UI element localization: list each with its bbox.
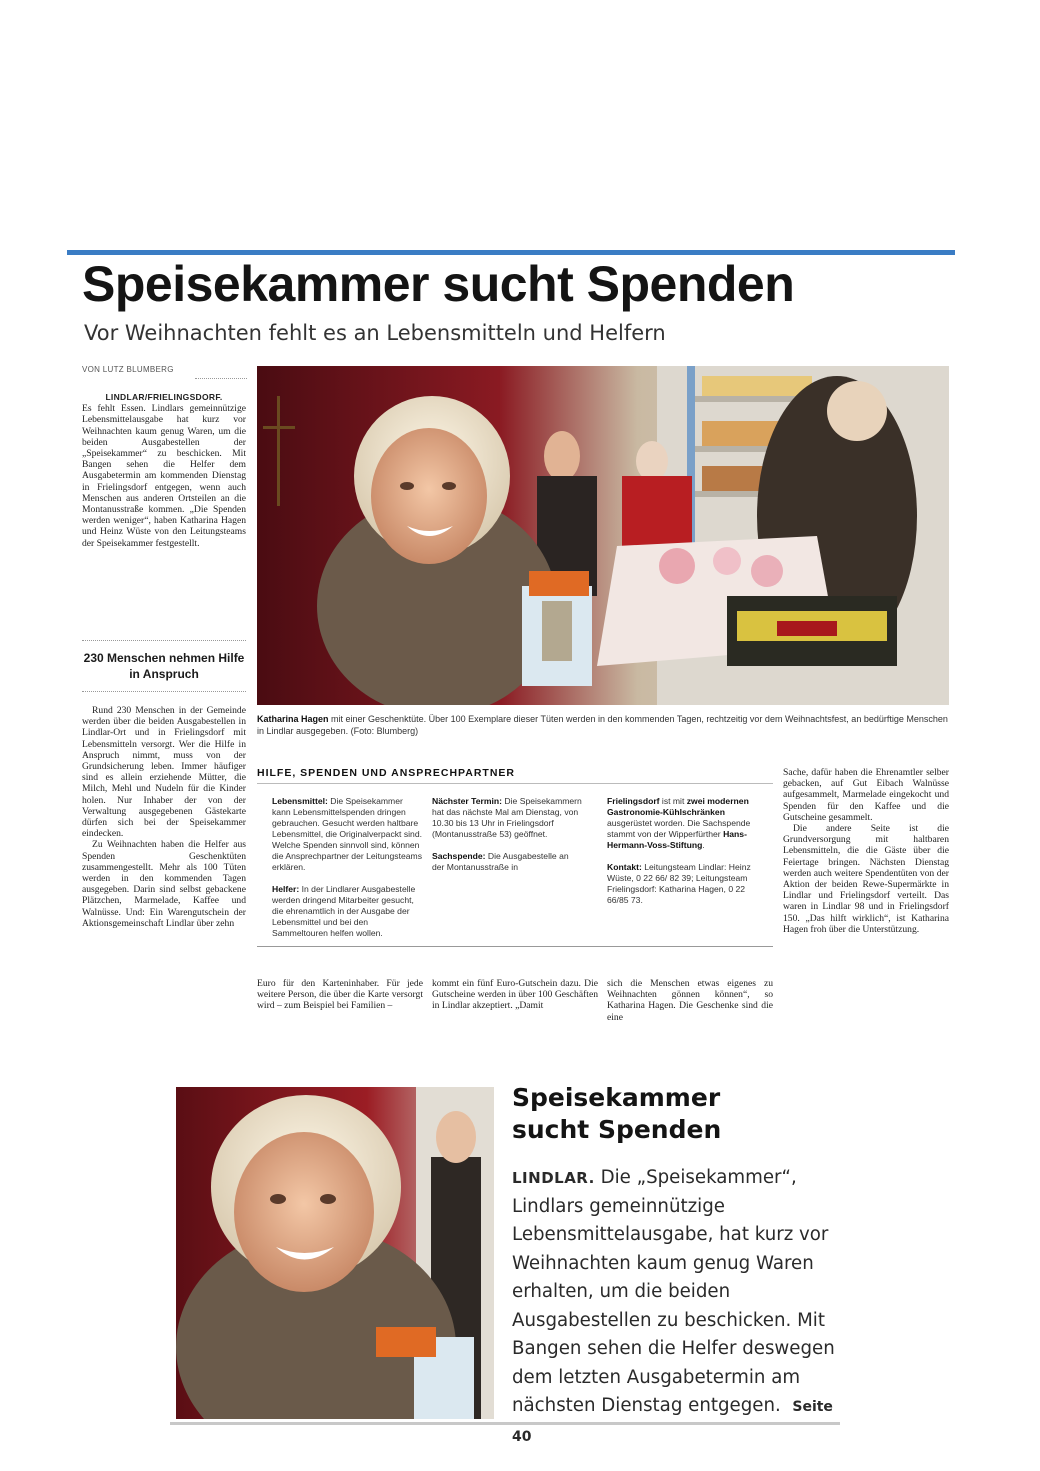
infobox-bold: Frielingsdorf (607, 796, 660, 806)
infobox-label: Sachspende: (432, 851, 486, 861)
body-paragraph: Sache, dafür haben die Ehrenamtler selber gebacken, auf Gut Eibach Walnüsse aufgesammelt, Marmelade eingekocht und Spenden für den Kaffee und die Gutscheine gesammelt. (783, 767, 949, 823)
body-paragraph: Rund 230 Menschen in der Gemeinde werden über die beiden Ausgabestellen in Lindlar-Ort und in Frielingsdorf mit Lebensmitteln versorgt. Wer die Hilfe in Anspruch nimmt, muss von der Grundsicherung leben. Immer häufiger sind es allein erziehende Mütter, die Milch, Mehl und Nudeln für die Kinder holen. Nur Inhaber der von der Verwaltung ausgegebenen Gästekarte dürfen sich bei der Speisekammer eindecken. (82, 705, 246, 840)
byline: VON LUTZ BLUMBERG (82, 365, 174, 374)
infobox-text: Die Ausgabestelle an der Montanusstraße in (432, 851, 569, 872)
infobox-label: Kontakt: (607, 862, 642, 872)
infobox-text: Die Speisekammern hat das nächste Mal am Dienstag, von 10.30 bis 13 Uhr in Frielingsdorf (Montanusstraße 53) geöffnet. (432, 796, 582, 839)
infobox-column-3 (607, 796, 767, 906)
teaser-title-line: sucht Spenden (512, 1115, 722, 1144)
infobox-label: Nächster Termin: (432, 796, 503, 806)
main-photo (257, 366, 949, 705)
body-paragraph: sich die Menschen etwas eigenes zu Weihnachten gönnen können“, so Katharina Hagen. Die Geschenke sind die eine (607, 978, 773, 1023)
body-paragraph: Die andere Seite ist die Grundversorgung mit haltbaren Lebensmitteln, die die Gäste über die Feiertage bringen. Nächsten Dienstag werden auch weitere Spendentüten von der Aktion der beiden Rewe-Supermärkte in Lindlar und Frielingsdorf verteilt. Das waren in Lindlar 98 und in Frielingsdorf 150. „Das hilft wirklich“, ist Katharina Hagen froh über die Unterstützung. (783, 823, 949, 935)
teaser-dateline: LINDLAR. (512, 1169, 595, 1187)
body-column-1 (82, 705, 246, 929)
teaser-body (512, 1164, 842, 1451)
section-subhead: 230 Menschen nehmen Hilfe in Anspruch (83, 651, 245, 681)
infobox-text: ist mit (659, 796, 687, 806)
body-column-2 (257, 978, 423, 1012)
article-headline: Speisekammer sucht Spenden (82, 256, 795, 312)
infobox-label: Lebensmittel: (272, 796, 328, 806)
body-paragraph: kommt ein fünf Euro-Gutschein dazu. Die Gutscheine werden in über 100 Geschäften in Lindlar akzeptiert. „Damit (432, 978, 598, 1012)
infobox-text: Die Speisekammer kann Lebensmittelspenden dringen gebrauchen. Gesucht werden haltbare Lebensmittel, die Originalverpackt sind. Welche Spenden sinnvoll sind, können die Ansprechpartner der Leitungsteams erklären. (272, 796, 423, 872)
infobox-bold: zwei modernen Gastronomie-Kühlschränken (607, 796, 749, 817)
teaser-title (512, 1082, 721, 1146)
infobox-column-1 (272, 796, 422, 939)
teaser-text: Die „Speisekammer“, Lindlars gemeinnützige Lebensmittelausgabe, hat kurz vor Weihnachten kaum genug Waren erhalten, um die beiden Ausgabestellen zu beschicken. Mit Bangen sehen die Helfer deswegen dem letzten Ausgabetermin am nächsten Dienstag entgegen. (512, 1167, 835, 1416)
photo-caption (257, 714, 949, 737)
body-column-5 (783, 767, 949, 935)
section-divider (82, 640, 246, 641)
infobox-text: ausgerüstet worden. Die Sachspende stammt von der Wipperfürther (607, 818, 751, 839)
infobox-text: In der Lindlarer Ausgabestelle werden dringend Mitarbeiter gesucht, die ehrenamtlich in der Ausgabe der Lebensmittel und bei den Sammeltouren helfen wollen. (272, 884, 416, 938)
caption-name: Katharina Hagen (257, 714, 329, 724)
caption-text: mit einer Geschenktüte. Über 100 Exemplare dieser Tüten werden in den kommenden Tagen, rechtzeitig vor dem Weihnachtsfest, an bedürftige Menschen in Lindlar ausgegeben. (Foto: Blumberg) (257, 714, 948, 736)
byline-dotted-rule (195, 378, 247, 379)
infobox-title: HILFE, SPENDEN UND ANSPRECHPARTNER (257, 767, 773, 784)
infobox-column-2 (432, 796, 582, 873)
body-column-4 (607, 978, 773, 1023)
infobox-bottom-rule (257, 946, 773, 947)
lead-paragraph: Es fehlt Essen. Lindlars gemeinnützige Lebensmittelausgabe hat kurz vor Weihnachten kaum genug Waren, um die beiden Ausgabestellen der „Speisekammer“ zu beschicken. Mit Bangen sehen die Helfer dem Ausgabetermin am kommenden Dienstag in Frielingsdorf entgegen, wenn auch Menschen aus anderen Ortsteilen an die Montanusstraße kommen. „Die Spenden werden weniger“, haben Katharina Hagen und Heinz Wüste von den Leitungsteams der Speisekammer festgestellt. (82, 403, 246, 549)
lead-column (82, 392, 246, 549)
bottom-rule (170, 1422, 840, 1425)
teaser-title-line: Speisekammer (512, 1083, 721, 1112)
body-paragraph: Euro für den Karteninhaber. Für jede weitere Person, die über die Karte versorgt wird – zum Beispiel bei Familien – (257, 978, 423, 1012)
teaser-photo (176, 1087, 494, 1419)
infobox-bold: Hans-Hermann-Voss-Stiftung (607, 829, 747, 850)
article-subheadline: Vor Weihnachten fehlt es an Lebensmitteln und Helfern (84, 321, 666, 345)
infobox-text: . (702, 840, 705, 850)
body-paragraph: Zu Weihnachten haben die Helfer aus Spenden Geschenktüten zusammengestellt. Mehr als 100 Tüten werden in den kommenden Tagen ausgegeben. Darin sind selbst gebackene Plätzchen, Marmelade, Kaffee und Walnüsse. Und: Ein Warengutschein der Aktionsgemeinschaft Lindlar über zehn (82, 839, 246, 929)
infobox-label: Helfer: (272, 884, 300, 894)
body-column-3 (432, 978, 598, 1012)
dateline: LINDLAR/FRIELINGSDORF. (105, 392, 223, 402)
infobox-text: Leitungsteam Lindlar: Heinz Wüste, 0 22 66/ 82 39; Leitungsteam Frielingsdorf: Katharina Hagen, 0 22 66/85 73. (607, 862, 751, 905)
section-divider (82, 691, 246, 692)
teaser-page-ref[interactable]: Seite 40 (512, 1399, 833, 1445)
